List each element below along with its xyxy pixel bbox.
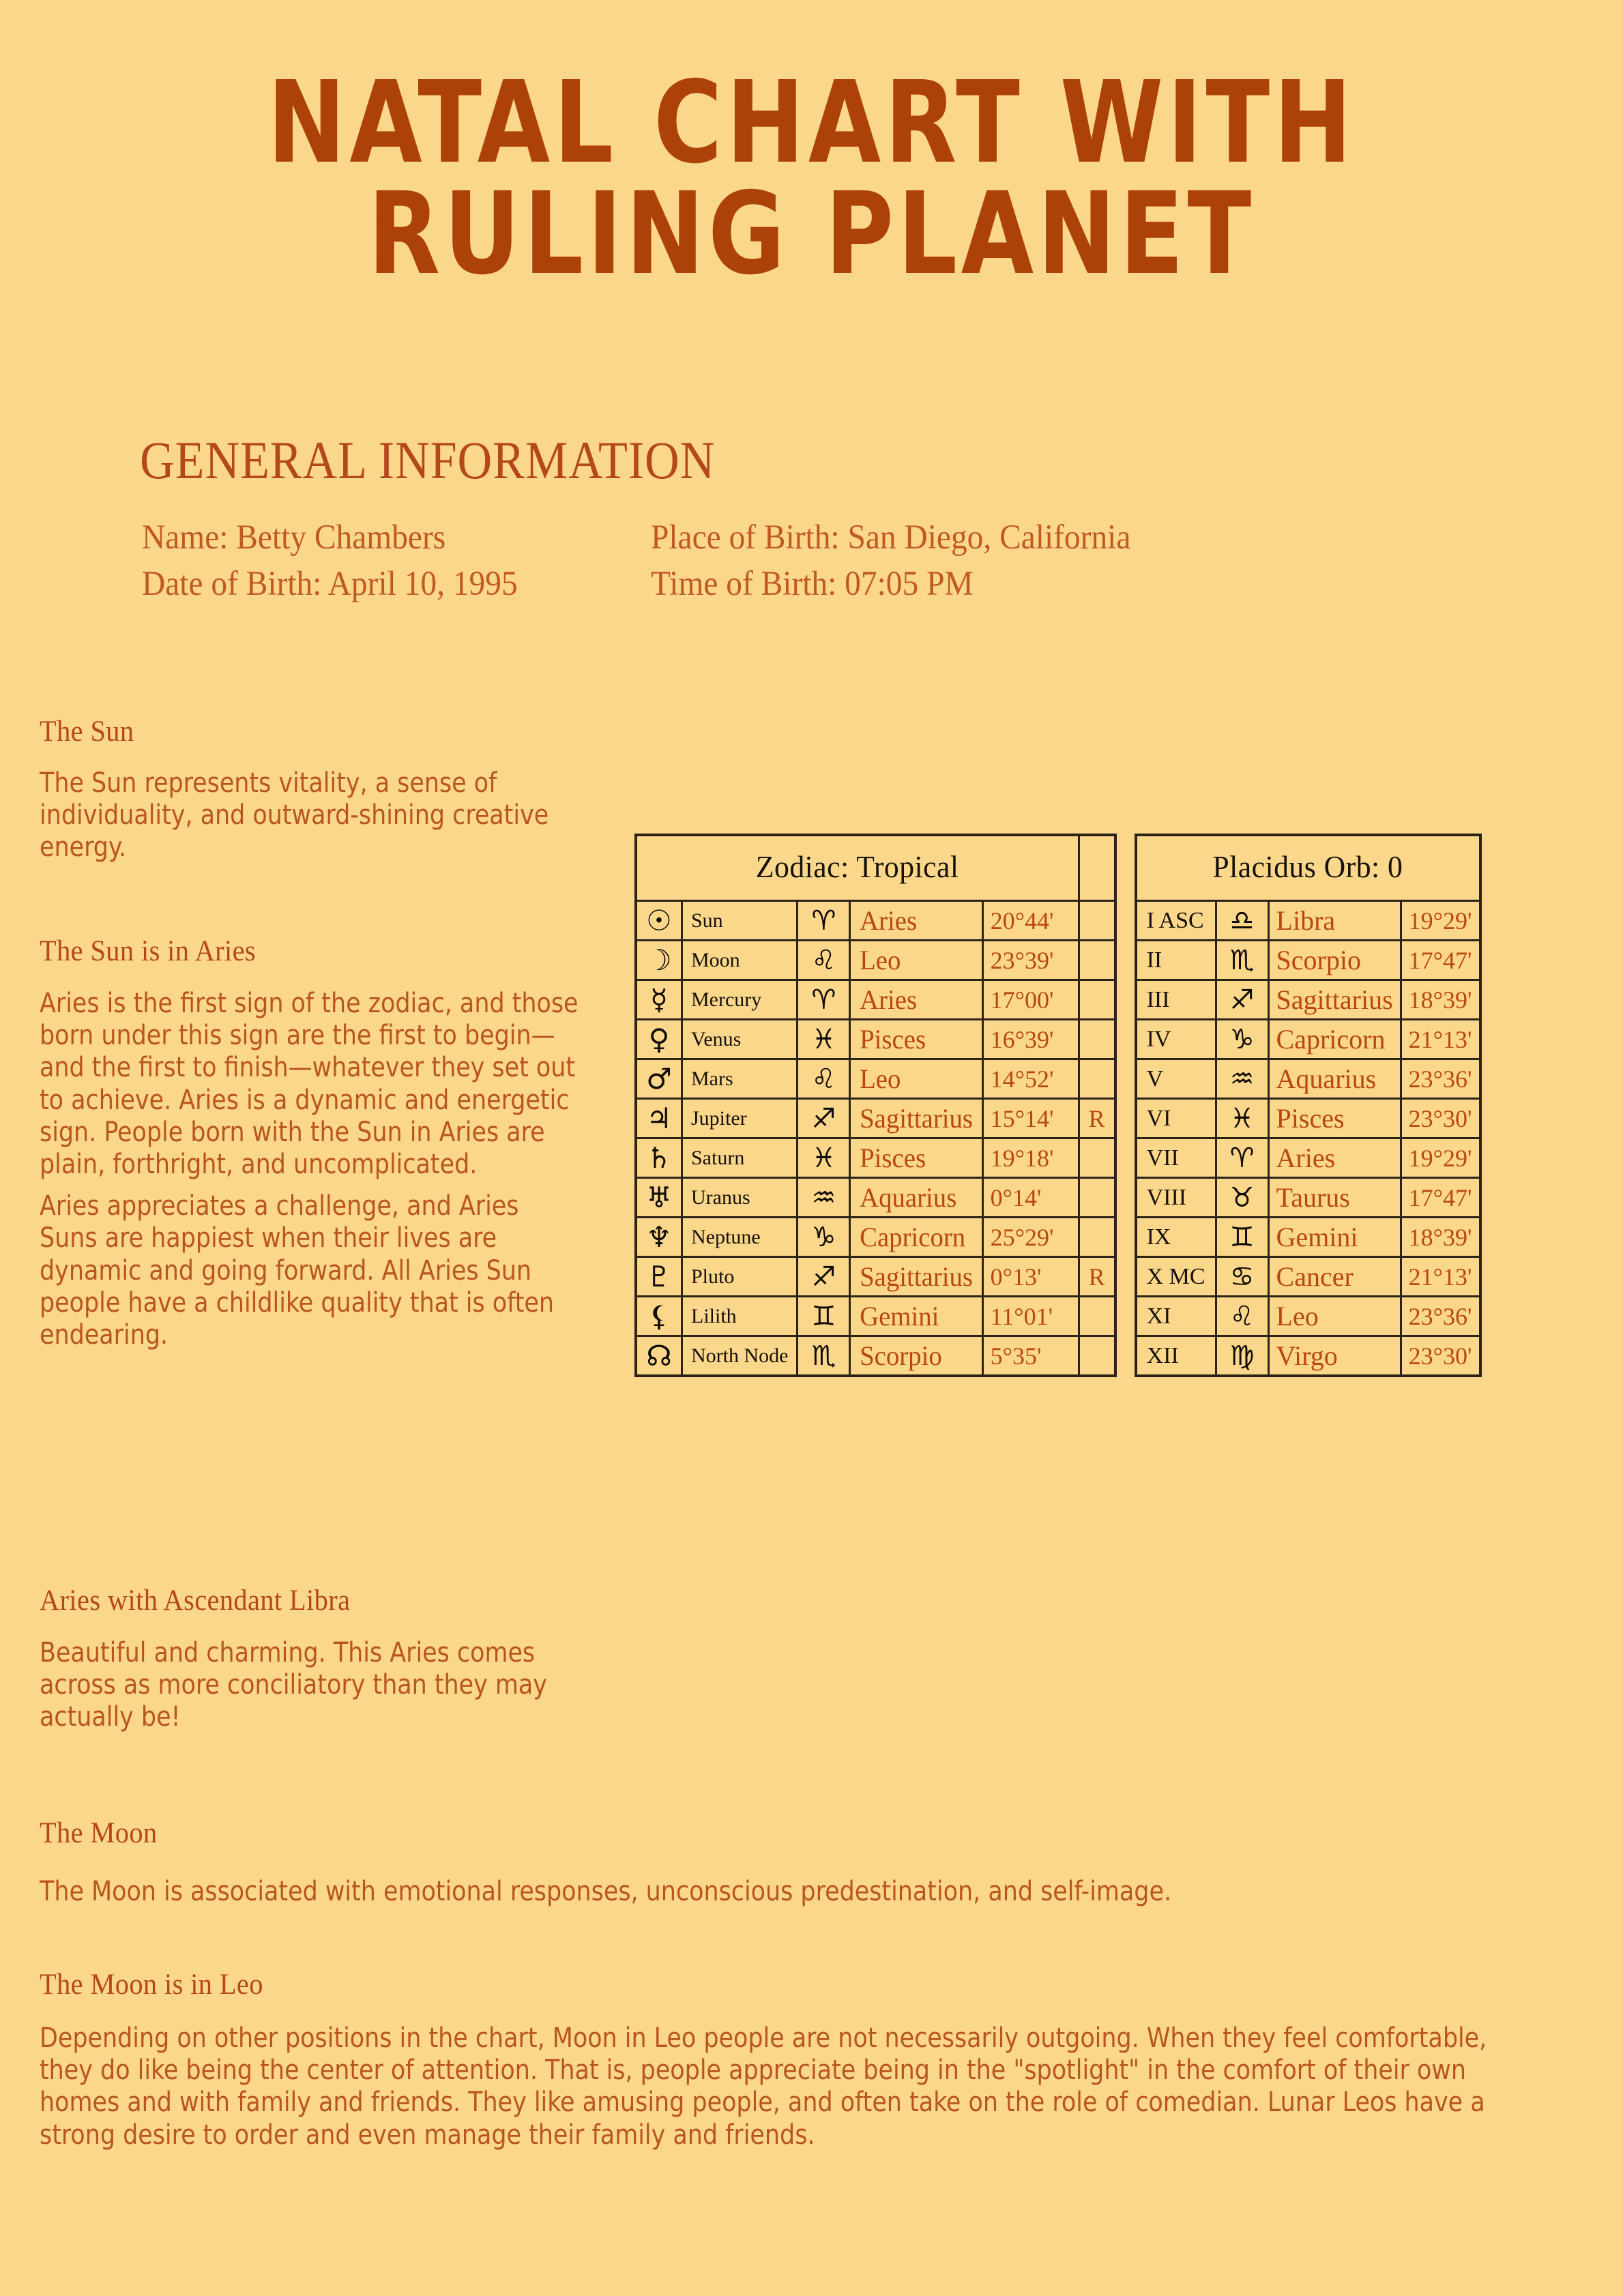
planet-name: Neptune: [682, 1218, 798, 1257]
retrograde-flag: [1079, 980, 1115, 1020]
planet-degree: 5°35': [982, 1336, 1079, 1377]
page-title: [65, 57, 1558, 300]
planet-name: Jupiter: [682, 1099, 798, 1138]
table-row: [1136, 1059, 1480, 1099]
planet-name: Mercury: [682, 980, 798, 1020]
houses-table-body: [1136, 835, 1480, 901]
house-sign: Scorpio: [1268, 941, 1401, 980]
lilith-symbol: ⚸: [636, 1297, 682, 1336]
planets-rows: [636, 901, 1115, 1377]
page-title-line-1: NATAL CHART WITH: [267, 57, 1356, 189]
house-sign: Capricorn: [1268, 1020, 1401, 1059]
sun-sign-section: [40, 934, 599, 968]
house-number: IV: [1136, 1020, 1216, 1059]
house-degree: 23°30': [1401, 1099, 1480, 1138]
ascendant-paragraph: Beautiful and charming. This Aries comes across as more conciliatory than they may actually be!: [40, 1637, 547, 1733]
neptune-symbol: ♆: [636, 1218, 682, 1257]
planet-name: Saturn: [682, 1138, 798, 1178]
capricorn-symbol: ♑: [1216, 1020, 1268, 1059]
sun-intro-text: The Sun represents vitality, a sense of individuality, and outward-shining creative energy.: [40, 767, 549, 864]
house-sign: Aquarius: [1268, 1059, 1401, 1099]
sun-paragraph-1: Aries is the first sign of the zodiac, and those born under this sign are the first to begin—and the first to finish—whatever they set out to achieve. Aries is a dynamic and energetic sign. People born with the Sun in Aries are plain, forthright, and uncomplicated.: [40, 988, 579, 1180]
table-row: [1136, 980, 1480, 1020]
moon-sign-heading: The Moon is in Leo: [40, 1969, 263, 2001]
scorpio-symbol: ♏: [1216, 941, 1268, 980]
sun-symbol: ☉: [636, 901, 682, 941]
house-sign: Sagittarius: [1268, 980, 1401, 1020]
moon-intro-block: [40, 1876, 1561, 1908]
jupiter-symbol: ♃: [636, 1099, 682, 1138]
house-degree: 19°29': [1401, 901, 1480, 941]
house-degree: 23°30': [1401, 1336, 1480, 1377]
table-row: [636, 1020, 1115, 1059]
date-of-birth-field: Date of Birth: April 10, 1995: [142, 564, 518, 603]
cancer-symbol: ♋: [1216, 1257, 1268, 1297]
planet-degree: 0°13': [982, 1257, 1079, 1297]
retrograde-flag: [1079, 901, 1115, 941]
planet-sign: Gemini: [852, 1297, 980, 1336]
uranus-symbol: ♅: [636, 1178, 682, 1218]
ascendant-section: [40, 1584, 599, 1617]
house-degree: 19°29': [1401, 1138, 1480, 1178]
moon-sign-section: [40, 1968, 1561, 2001]
retrograde-flag: R: [1079, 1257, 1115, 1297]
mars-symbol: ♂: [636, 1059, 682, 1099]
planets-table-header: [636, 835, 1079, 901]
houses-header-label: Placidus Orb: 0: [1212, 849, 1403, 884]
mercury-symbol: ☿: [636, 980, 682, 1020]
table-row: [636, 1218, 1115, 1257]
place-of-birth-field: Place of Birth: San Diego, California: [650, 518, 1131, 557]
planets-table-body: [636, 835, 1115, 901]
table-row: [1136, 1297, 1480, 1336]
virgo-symbol: ♍: [1216, 1336, 1268, 1377]
aquarius-symbol: ♒: [798, 1178, 850, 1218]
table-row: [636, 1178, 1115, 1218]
planet-sign: Sagittarius: [852, 1257, 980, 1297]
planet-sign: Pisces: [852, 1138, 980, 1178]
sun-heading: The Sun: [40, 716, 134, 748]
moon-sign-body: [40, 2022, 1561, 2151]
planet-name: North Node: [682, 1336, 798, 1377]
house-number: XII: [1136, 1336, 1216, 1377]
table-row: [1136, 1178, 1480, 1218]
house-sign: Libra: [1268, 901, 1401, 941]
planets-header-row: [636, 835, 1115, 901]
north-node-symbol: ☊: [636, 1336, 682, 1377]
house-number: VIII: [1136, 1178, 1216, 1218]
planet-degree: 19°18': [982, 1138, 1079, 1178]
planet-sign: Leo: [852, 941, 980, 980]
retrograde-flag: [1079, 1297, 1115, 1336]
page-title-line-2: RULING PLANET: [368, 168, 1255, 300]
planet-degree: 20°44': [982, 901, 1079, 941]
houses-table: [1135, 834, 1482, 1377]
house-number: IX: [1136, 1218, 1216, 1257]
sun-sign-heading: The Sun is in Aries: [40, 935, 257, 967]
retrograde-flag: [1079, 1218, 1115, 1257]
pisces-symbol: ♓: [1216, 1099, 1268, 1138]
general-information-block: [142, 515, 1302, 608]
house-degree: 23°36': [1401, 1297, 1480, 1336]
house-sign: Taurus: [1268, 1178, 1401, 1218]
house-number: III: [1136, 980, 1216, 1020]
house-sign: Cancer: [1268, 1257, 1401, 1297]
table-row: [1136, 1099, 1480, 1138]
retrograde-flag: [1079, 941, 1115, 980]
planet-degree: 15°14': [982, 1099, 1079, 1138]
table-row: [1136, 1218, 1480, 1257]
table-row: [636, 1297, 1115, 1336]
house-sign: Pisces: [1268, 1099, 1401, 1138]
general-information-heading: GENERAL INFORMATION: [140, 430, 716, 490]
leo-symbol: ♌: [1216, 1297, 1268, 1336]
table-row: [1136, 1020, 1480, 1059]
sun-paragraph-2: Aries appreciates a challenge, and Aries Suns are happiest when their lives are dynamic and going forward. All Aries Sun people have a childlike quality that is often endearing.: [40, 1190, 554, 1351]
house-number: VII: [1136, 1138, 1216, 1178]
planet-degree: 14°52': [982, 1059, 1079, 1099]
capricorn-symbol: ♑: [798, 1218, 850, 1257]
gemini-symbol: ♊: [1216, 1218, 1268, 1257]
planets-table: [634, 834, 1117, 1377]
planet-name: Mars: [682, 1059, 798, 1099]
planet-degree: 11°01': [982, 1297, 1079, 1336]
house-sign: Leo: [1268, 1297, 1401, 1336]
planet-name: Moon: [682, 941, 798, 980]
house-number: V: [1136, 1059, 1216, 1099]
planets-header-retro-cell: [1079, 835, 1115, 901]
sagittarius-symbol: ♐: [1216, 980, 1268, 1020]
table-row: [636, 1099, 1115, 1138]
leo-symbol: ♌: [798, 1059, 850, 1099]
planet-sign: Pisces: [852, 1020, 980, 1059]
planet-sign: Leo: [852, 1059, 980, 1099]
retrograde-flag: [1079, 1059, 1115, 1099]
house-degree: 21°13': [1401, 1257, 1480, 1297]
planet-name: Uranus: [682, 1178, 798, 1218]
name-field: Name: Betty Chambers: [142, 518, 446, 557]
house-sign: Aries: [1268, 1138, 1401, 1178]
houses-header-row: [1136, 835, 1480, 901]
time-of-birth-field: Time of Birth: 07:05 PM: [650, 564, 974, 603]
leo-symbol: ♌: [798, 941, 850, 980]
general-information-row-1: [142, 515, 1302, 561]
moon-intro-text: The Moon is associated with emotional responses, unconscious predestination, and self-image.: [40, 1876, 1172, 1907]
table-row: [636, 901, 1115, 941]
table-row: [1136, 1257, 1480, 1297]
planet-degree: 23°39': [982, 941, 1079, 980]
moon-section: [40, 1816, 1561, 1850]
general-information-row-2: [142, 561, 1302, 608]
aries-symbol: ♈: [798, 901, 850, 941]
planet-sign: Capricorn: [852, 1218, 980, 1257]
planet-name: Venus: [682, 1020, 798, 1059]
planet-sign: Aquarius: [852, 1178, 980, 1218]
planet-degree: 25°29': [982, 1218, 1079, 1257]
moon-paragraph: Depending on other positions in the chart, Moon in Leo people are not necessarily outgoing. When they feel comfortable, they do like being the center of attention. That is, people appreciate being in the "spotlight" in the comfort of their own homes and with family and friends. They like amusing people, and often take on the role of comedian. Lunar Leos have a strong desire to order and even manage their family and friends.: [40, 2022, 1487, 2151]
moon-heading: The Moon: [40, 1817, 158, 1849]
house-number: XI: [1136, 1297, 1216, 1336]
house-number: VI: [1136, 1099, 1216, 1138]
house-degree: 18°39': [1401, 1218, 1480, 1257]
house-number: X MC: [1136, 1257, 1216, 1297]
planet-degree: 16°39': [982, 1020, 1079, 1059]
planet-name: Lilith: [682, 1297, 798, 1336]
planet-sign: Aries: [852, 980, 980, 1020]
pluto-symbol: ♇: [636, 1257, 682, 1297]
pisces-symbol: ♓: [798, 1138, 850, 1178]
sagittarius-symbol: ♐: [798, 1257, 850, 1297]
retrograde-flag: [1079, 1138, 1115, 1178]
house-degree: 17°47': [1401, 1178, 1480, 1218]
retrograde-flag: R: [1079, 1099, 1115, 1138]
pisces-symbol: ♓: [798, 1020, 850, 1059]
moon-symbol: ☽: [636, 941, 682, 980]
table-row: [636, 1336, 1115, 1377]
taurus-symbol: ♉: [1216, 1178, 1268, 1218]
table-row: [1136, 1336, 1480, 1377]
planet-sign: Aries: [852, 901, 980, 941]
planets-header-label: Zodiac: Tropical: [755, 849, 959, 884]
house-degree: 18°39': [1401, 980, 1480, 1020]
house-number: II: [1136, 941, 1216, 980]
sun-sign-body: [40, 988, 599, 1351]
table-row: [636, 1257, 1115, 1297]
sun-intro-block: [40, 767, 599, 864]
gemini-symbol: ♊: [798, 1297, 850, 1336]
houses-rows: [1136, 901, 1480, 1377]
table-row: [1136, 941, 1480, 980]
houses-table-header: [1136, 835, 1480, 901]
aries-symbol: ♈: [1216, 1138, 1268, 1178]
planet-name: Pluto: [682, 1257, 798, 1297]
venus-symbol: ♀: [636, 1020, 682, 1059]
table-row: [636, 941, 1115, 980]
retrograde-flag: [1079, 1020, 1115, 1059]
table-row: [636, 1059, 1115, 1099]
scorpio-symbol: ♏: [798, 1336, 850, 1377]
house-sign: Virgo: [1268, 1336, 1401, 1377]
retrograde-flag: [1079, 1178, 1115, 1218]
chart-tables: [634, 834, 1482, 1377]
planet-name: Sun: [682, 901, 798, 941]
house-degree: 21°13': [1401, 1020, 1480, 1059]
table-row: [636, 1138, 1115, 1178]
libra-symbol: ♎: [1216, 901, 1268, 941]
table-row: [1136, 901, 1480, 941]
aquarius-symbol: ♒: [1216, 1059, 1268, 1099]
retrograde-flag: [1079, 1336, 1115, 1377]
sagittarius-symbol: ♐: [798, 1099, 850, 1138]
planet-sign: Scorpio: [852, 1336, 980, 1377]
ascendant-heading: Aries with Ascendant Libra: [40, 1585, 351, 1617]
house-degree: 23°36': [1401, 1059, 1480, 1099]
planet-sign: Sagittarius: [852, 1099, 980, 1138]
planet-degree: 0°14': [982, 1178, 1079, 1218]
aries-symbol: ♈: [798, 980, 850, 1020]
saturn-symbol: ♄: [636, 1138, 682, 1178]
sun-section: [40, 715, 599, 748]
house-number: I ASC: [1136, 901, 1216, 941]
table-row: [1136, 1138, 1480, 1178]
planet-degree: 17°00': [982, 980, 1079, 1020]
ascendant-body: [40, 1637, 599, 1734]
house-sign: Gemini: [1268, 1218, 1401, 1257]
house-degree: 17°47': [1401, 941, 1480, 980]
table-row: [636, 980, 1115, 1020]
